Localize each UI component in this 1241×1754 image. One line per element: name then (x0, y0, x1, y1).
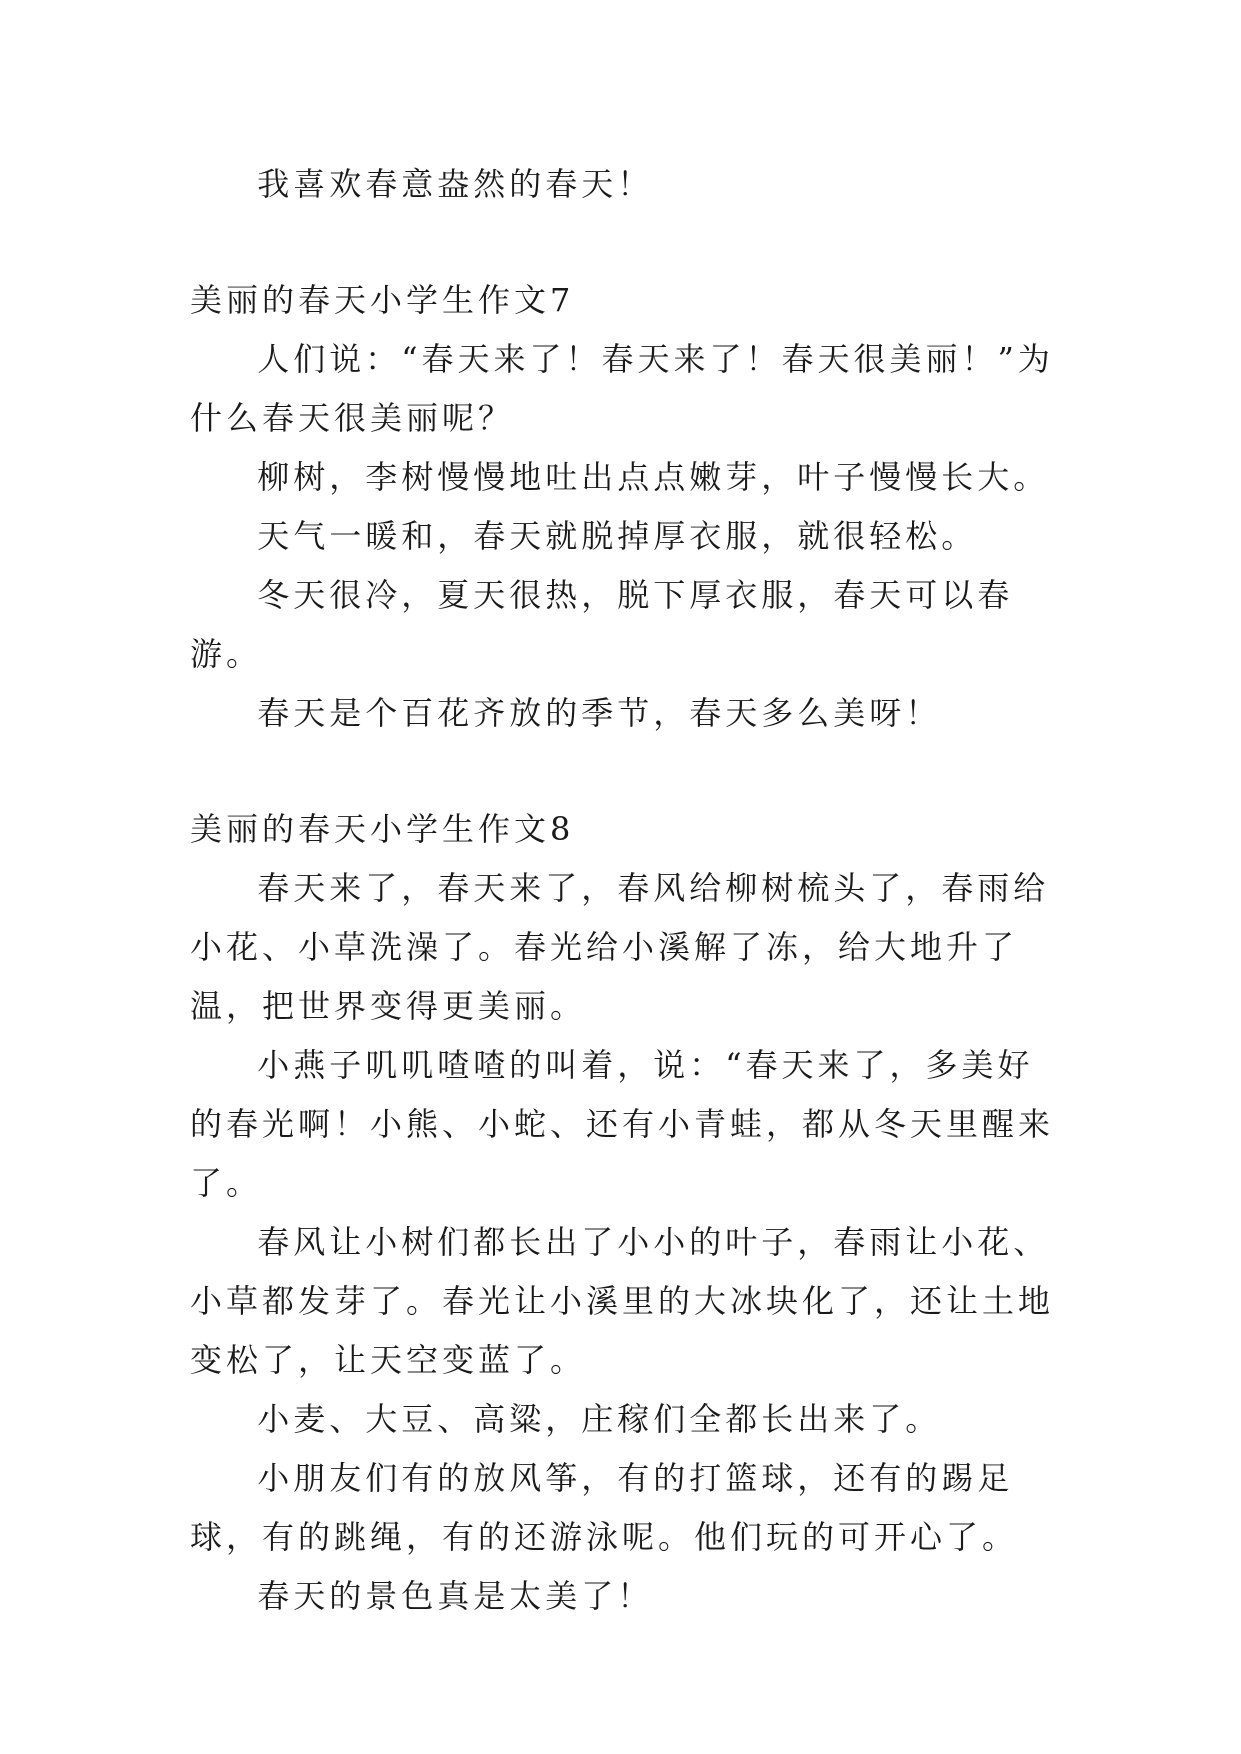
section-8-paragraph: 春风让小树们都长出了小小的叶子，春雨让小花、小草都发芽了。春光让小溪里的大冰块化了，还让土地变松了，让天空变蓝了。 (190, 1223, 1055, 1379)
section-spacer (190, 743, 1060, 800)
section-7-paragraph: 春天是个百花齐放的季节，春天多么美呀！ (257, 694, 942, 732)
section-7-paragraph: 人们说：“春天来了！春天来了！春天很美丽！”为什么春天很美丽呢？ (190, 340, 1054, 437)
section-7-paragraph: 天气一暖和，春天就脱掉厚衣服，就很轻松。 (257, 517, 978, 555)
section-8-paragraph: 春天的景色真是太美了！ (257, 1577, 654, 1615)
section-8-title: 美丽的春天小学生作文8 (190, 810, 575, 848)
section-8-paragraph: 小麦、大豆、高粱，庄稼们全都长出来了。 (257, 1400, 942, 1438)
section-8-paragraph: 小朋友们有的放风筝，有的打篮球，还有的踢足球，有的跳绳，有的还游泳呢。他们玩的可开心了。 (190, 1459, 1019, 1556)
section-8-paragraph: 春天来了，春天来了，春风给柳树梳头了，春雨给小花、小草洗澡了。春光给小溪解了冻，给大地升了温，把世界变得更美丽。 (190, 869, 1050, 1025)
section-8-paragraph: 小燕子叽叽喳喳的叫着，说：“春天来了，多美好的春光啊！小熊、小蛇、还有小青蛙，都从冬天里醒来了。 (190, 1046, 1055, 1202)
document-page (190, 155, 1060, 1626)
section-7-paragraph: 柳树，李树慢慢地吐出点点嫩芽，叶子慢慢长大。 (257, 458, 1050, 496)
section-spacer (190, 214, 1060, 271)
section-7-paragraph: 冬天很冷，夏天很热，脱下厚衣服，春天可以春游。 (190, 576, 1014, 673)
section-7-title: 美丽的春天小学生作文7 (190, 281, 575, 319)
intro-paragraph: 我喜欢春意盎然的春天！ (257, 165, 654, 203)
